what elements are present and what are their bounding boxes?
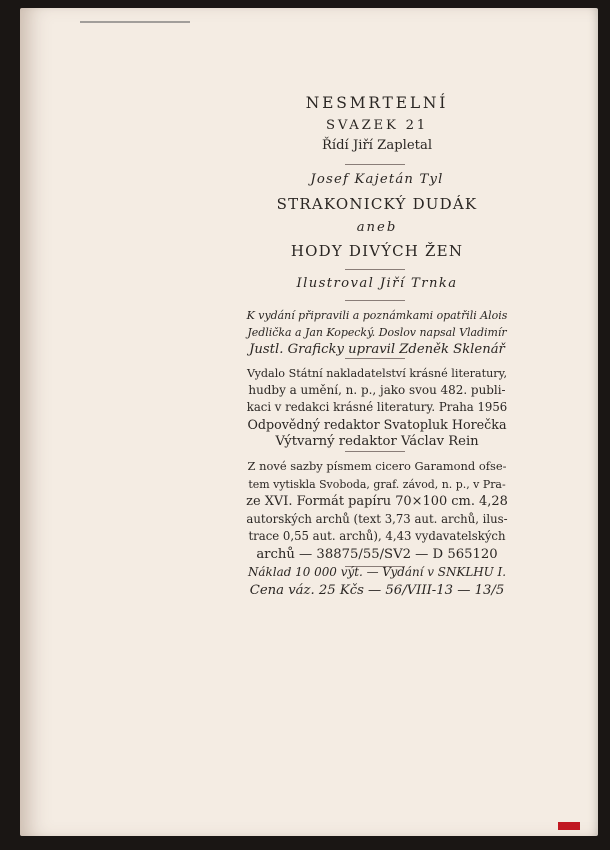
title-block xyxy=(246,172,508,260)
printing-line: autorských archů (text 3,73 aut. archů, ilus- xyxy=(246,511,508,526)
divider-5 xyxy=(345,451,405,452)
divider-4 xyxy=(345,358,405,359)
title-sub: HODY DIVÝCH ŽEN xyxy=(290,242,464,260)
edition-block xyxy=(246,564,508,599)
printing-line: trace 0,55 aut. archů), 4,43 vydavatelských xyxy=(248,529,506,543)
series-volume: SVAZEK 21 xyxy=(326,118,428,133)
edition-line: Náklad 10 000 výt. — Vydání v SNKLHU I. xyxy=(247,565,507,579)
credits-line: Jedlička a Jan Kopecký. Doslov napsal Vladimír xyxy=(247,326,507,339)
publisher-line: Výtvarný redaktor Václav Rein xyxy=(275,434,479,449)
credits-block xyxy=(246,307,508,358)
illustrator-credit: Ilustroval Jiří Trnka xyxy=(296,276,458,291)
publisher-line: Vydalo Státní nakladatelství krásné literatury, xyxy=(246,367,508,380)
publisher-line: hudby a umění, n. p., jako svou 482. publi- xyxy=(248,383,506,397)
series-name: NESMRTELNÍ xyxy=(305,94,449,112)
publisher-line: kaci v redakci krásné literatury. Praha 1956 xyxy=(246,400,508,414)
publisher-block xyxy=(246,365,508,450)
publisher-line: Odpovědný redaktor Svatopluk Horečka xyxy=(247,417,507,432)
author-name: Josef Kajetán Tyl xyxy=(310,172,444,187)
series-editor: Řídí Jiří Zapletal xyxy=(321,138,433,153)
title-main: STRAKONICKÝ DUDÁK xyxy=(276,195,478,213)
title-conjunction: aneb xyxy=(356,220,398,235)
credits-line: Justl. Graficky upravil Zdeněk Sklenář xyxy=(249,342,505,357)
credits-line: K vydání připravili a poznámkami opatřili Alois xyxy=(246,309,508,322)
divider-3 xyxy=(345,300,405,301)
series-header xyxy=(246,94,508,153)
edition-line: Cena váz. 25 Kčs — 56/VIII-13 — 13/5 xyxy=(249,582,505,598)
red-tab-mark xyxy=(558,822,580,830)
colophon-page xyxy=(20,8,598,836)
printing-line: archů — 38875/55/SV2 — D 565120 xyxy=(256,546,498,562)
printing-line: Z nové sazby písmem cicero Garamond ofse- xyxy=(247,459,507,473)
illustrator-block xyxy=(246,276,508,291)
divider-2 xyxy=(345,269,405,270)
divider-1 xyxy=(345,164,405,165)
printing-line: tem vytiskla Svoboda, graf. závod, n. p., v Pra- xyxy=(248,477,506,491)
page-edge-mark xyxy=(80,21,190,23)
printing-line: ze XVI. Formát papíru 70×100 cm. 4,28 xyxy=(246,494,508,509)
printing-block xyxy=(246,458,508,563)
